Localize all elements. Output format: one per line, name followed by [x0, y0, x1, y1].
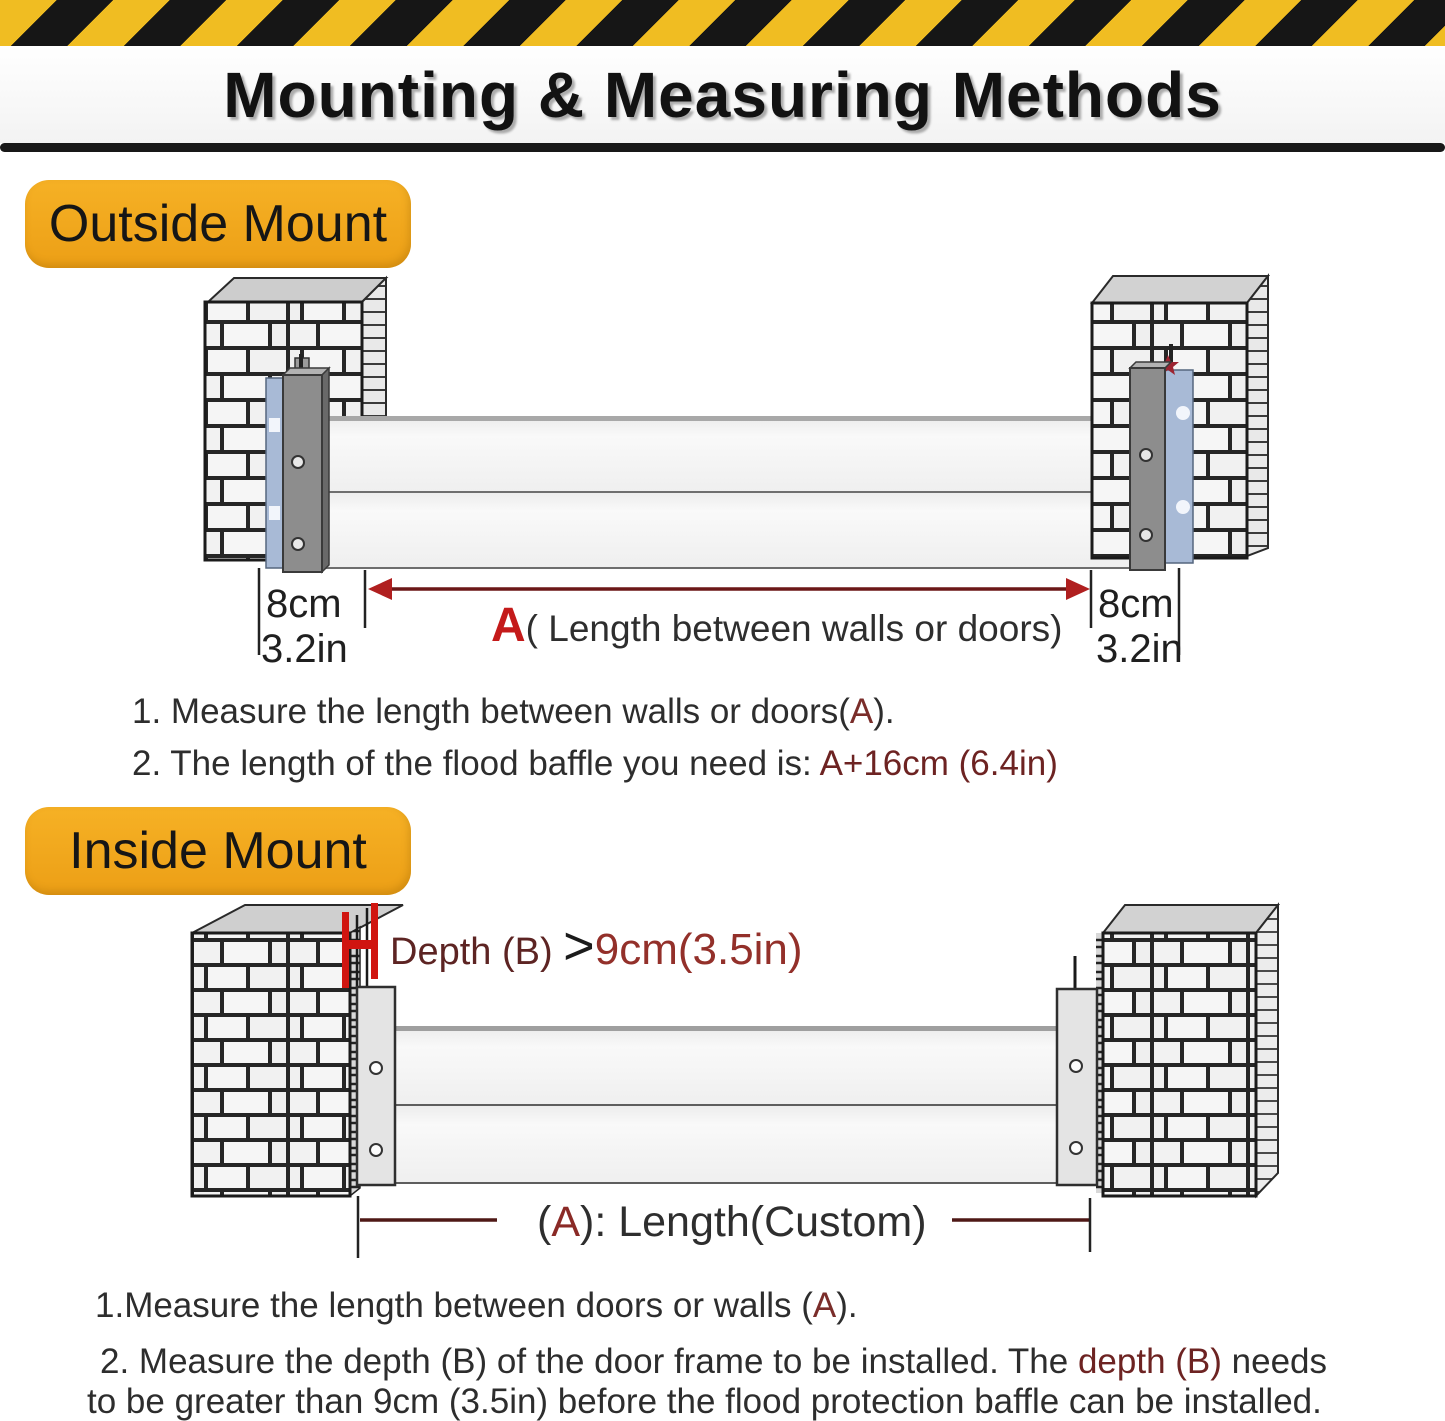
dim-arrow-label: A( Length between walls or doors): [491, 599, 1063, 652]
inside-mount-badge: [25, 807, 411, 895]
inside-barrier-panels: [375, 1026, 1075, 1183]
outside-left-seal-strip: [266, 378, 283, 568]
inside-left-bracket: [357, 987, 395, 1185]
dim-letter-a: A: [491, 599, 526, 652]
screw-hole: [1070, 1142, 1082, 1154]
dim-left-in: 3.2in: [261, 627, 348, 671]
inside-dimension: [358, 1196, 1090, 1258]
outside-mount-badge-label: Outside Mount: [48, 195, 388, 253]
title-underline: [0, 143, 1445, 152]
outside-dimension: [259, 568, 1183, 671]
screw-hole: [292, 538, 304, 550]
screw-hole: [292, 456, 304, 468]
dim-letter-a: A: [551, 1198, 581, 1246]
screw-hole: [370, 1144, 382, 1156]
outside-mount-diagram: [0, 270, 1445, 690]
greater-than-sign: >: [563, 916, 595, 976]
outside-right-bracket: [1130, 362, 1171, 570]
inside-mount-diagram: [0, 890, 1445, 1300]
outside-barrier-panels: [310, 416, 1140, 568]
screw-hole: [1070, 1060, 1082, 1072]
inside-step-2: 2. Measure the depth (B) of the door frame to be installed. The depth (B) needs: [100, 1342, 1328, 1381]
arrow-head-right: [1066, 578, 1090, 600]
outside-step-2: 2. The length of the flood baffle you need is: A+16cm (6.4in): [132, 744, 1058, 783]
outside-right-seal-strip: [1165, 370, 1193, 563]
length-custom-label: (A): Length(Custom): [537, 1198, 927, 1246]
dim-left-cm: 8cm: [266, 582, 342, 626]
depth-label: Depth (B) >9cm(3.5in): [390, 916, 803, 976]
screw-hole: [1140, 529, 1152, 541]
dim-right-cm: 8cm: [1098, 582, 1174, 626]
title-band: [0, 46, 1445, 143]
outside-step-1: 1. Measure the length between walls or doors(A).: [132, 692, 895, 731]
page-title: Mounting & Measuring Methods: [223, 58, 1222, 131]
hazard-stripe-banner: [0, 0, 1445, 46]
inside-right-bracket: [1057, 989, 1097, 1185]
inside-right-pillar: [1096, 905, 1278, 1196]
dim-right-in: 3.2in: [1096, 627, 1183, 671]
inside-step-2-line2: to be greater than 9cm (3.5in) before the flood protection baffle can be installed.: [87, 1382, 1322, 1421]
screw-hole: [1140, 449, 1152, 461]
screw-hole: [370, 1062, 382, 1074]
inside-step-1: 1.Measure the length between doors or walls (A).: [95, 1286, 858, 1325]
inside-mount-badge-label: Inside Mount: [69, 822, 367, 880]
arrow-head-left: [368, 578, 392, 600]
outside-left-bracket: [283, 368, 329, 572]
outside-mount-badge: [25, 180, 411, 268]
